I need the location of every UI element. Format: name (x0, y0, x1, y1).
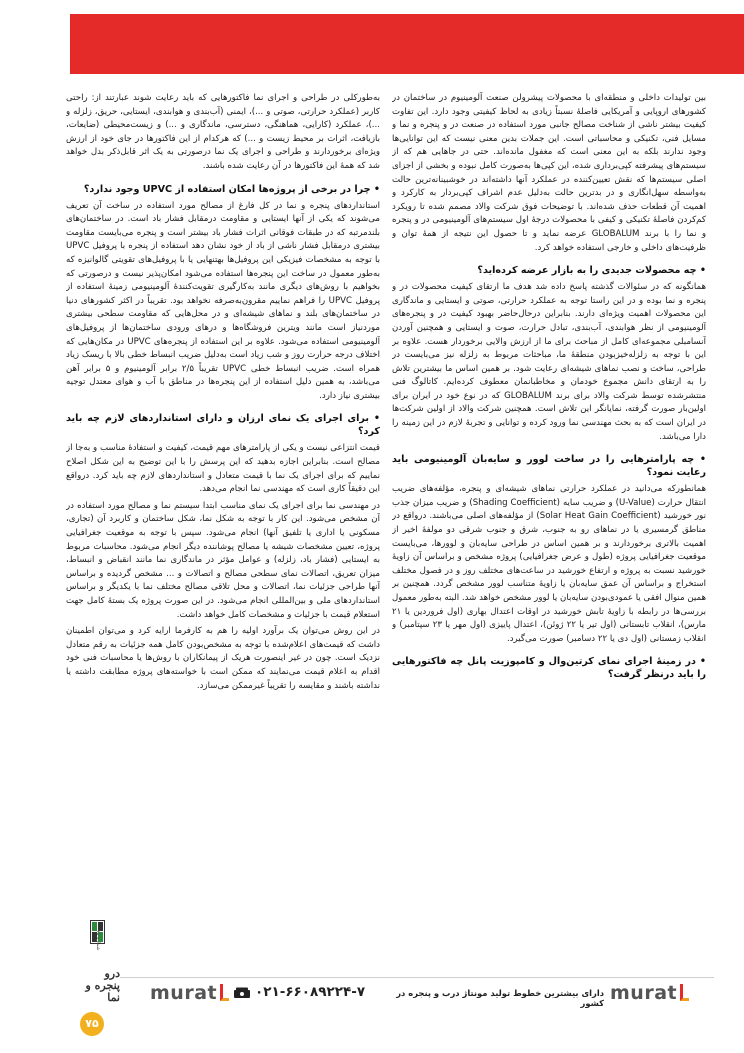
page-number: ۷۵ (80, 1012, 104, 1036)
answer-affordable-facade-1: قیمت انتزاعی نیست و یکی از پارامترهای مهم قیمت، کیفیت و استفادهٔ مناسب و به‌جا از مصالح است. بنابراین اجازه بدهید که این پرسش را با این توضیح به این شکل اصلاح نماییم که برای اجرای یک نما با قیمت متعادل و استانداردهای لازم چه باید کرد. درواقع این دقیقاً کاری است که مهندسی نما انجام می‌دهد. (66, 443, 380, 495)
footer-brand-logo-right (610, 982, 689, 1004)
brand-mark-icon (680, 984, 689, 1001)
footer-brand-logo-left (150, 982, 229, 1004)
answer-curtain-wall-factors: به‌طورکلی در طراحی و اجرای نما فاکتورهایی که باید رعایت شوند عبارتند از: راحتی کاربر (عملکرد حرارتی، صوتی و ...)، ایمنی (آب‌بندی و هوابندی، ایستایی، حریق، زلزله و ...)، عملکرد (کارایی، هماهنگی، دسترسی، ماندگاری و ...) و زیست‌محیطی (ضایعات، بازیافت، اثرات بر محیط زیست و ...) که هرکدام از این فاکتورها در جای خود از ارزش ویژه‌ای برخوردارند و طراحی و اجرای یک نما درصورتی به یک اثر قابل‌ذکر بدل خواهد شد که همهٔ این فاکتورها در آن رعایت شده باشند. (66, 93, 380, 171)
brand-name: murat (610, 982, 678, 1004)
question-affordable-facade: • برای اجرای یک نمای ارزان و دارای استانداردهای لازم چه باید کرد؟ (66, 413, 380, 438)
article-column-right (392, 92, 706, 942)
issue-label: شماره ۷۵ (95, 930, 101, 951)
brand-mark-icon (220, 984, 229, 1001)
question-curtain-wall-factors: • در زمینهٔ اجرای نمای کرتین‌وال و کامپوزیت پانل چه فاکتورهایی را باید درنظر گرفت؟ (392, 656, 706, 681)
question-louver-parameters: • چه پارامترهایی را در ساخت لوور و سایه‌بان آلومینیومی باید رعایت نمود؟ (392, 454, 706, 479)
question-upvc: • چرا در برخی از پروژه‌ها امکان استفاده از UPVC وجود ندارد؟ (83, 183, 380, 195)
footer-phone-number: ۰۲۱-۶۶۰۸۹۲۲۴-۷ (255, 984, 366, 1000)
answer-affordable-facade-2: در مهندسی نما برای اجرای یک نمای مناسب ابتدا سیستم نما و مصالح مورد استفاده در آن مشخص می‌شود. این کار با توجه به شکل نما، شکل ساختمان و کاربرد آن (تجاری، مسکونی یا اداری یا تلفیق آنها) انجام می‌شود. سپس با توجه به موقعیت جغرافیایی پروژه، تعیین مشخصات شیشه یا مصالح پوشاننده دیگر انجام می‌شود. محاسبات مربوط به ایستایی (فشار باد، زلزله) و عوامل مؤثر در ماندگاری نما مانند انقباض و انبساط، میزان تعریق، اتصالات نمای سطحی مصالح و اتصالات و ... مشخص گردیده و براساس آنها طراحی جزئیات نما، اتصالات و محل تلاقی مصالح مختلف نما با یکدیگر و براساس استانداردهای ملی و بین‌المللی انجام می‌شود. در این صورت پروژه یک بستهٔ کامل جهت استعلام قیمت با جزئیات و مشخصات کامل خواهد داشت. (66, 500, 380, 620)
question-new-products: • چه محصولات جدیدی را به بازار عرضه کرده‌اید؟ (477, 265, 706, 277)
answer-louver-parameters: همانطورکه می‌دانید در عملکرد حرارتی نماهای شیشه‌ای و پنجره، مؤلفه‌های ضریب انتقال حرارت (U-Value) و ضریب سایه (Shading Coefficient) و ضریب میزان جذب نور خورشید (Solar Heat Gain Coefficient) از مؤلفه‌های اصلی می‌باشند. درواقع در مناطق گرمسیری یا در نماهای رو به جنوب، شرق و جنوب شرقی دو مولفهٔ اخیر از اهمیت بالاتری برخوردارند و بر همین اساس در طراحی سایه‌بان و لوورها، می‌بایست موقعیت جغرافیایی پروژه (طول و عرض جغرافیایی) پروژه مشخص و براساس آن زاویهٔ خورشید نسبت به پروژه و ارتفاع خورشید در ساعت‌های مختلف روز و در فصول مختلف استخراج و براساس آن عمق سایه‌بان یا زاویهٔ متناسب لوور مشخص گردد. همچنین بر همین منوال افقی یا عمودی‌بودن سایه‌بان یا لوور مشخص خواهد شد. البته به‌طور معمول بررسی‌ها در رابطه با زاویهٔ تابش خورشید در اوقات اعتدال بهاری (اول فروردین یا ۲۱ مارس)، انقلاب تابستانی (اول تیر یا ۲۲ ژوئن)، اعتدال پاییزی (اول مهر یا ۲۳ سپتامبر) و انقلاب زمستانی (اول دی یا ۲۲ دسامبر) صورت می‌گیرد. (392, 484, 706, 644)
footer-tagline: دارای بیشترین خطوط تولید مونتاژ درب و پنجره در کشور (396, 988, 604, 1008)
header-banner (70, 14, 744, 74)
intro-paragraph: بین تولیدات داخلی و منطقه‌ای با محصولات پیشرولن صنعت آلومینیوم در ساختمان در کشورهای اروپایی و آمریکایی فاصلهٔ نسبتاً زیادی به لحاظ کیفیتی وجود دارد. این تفاوت کیفیت بیشتر ناشی از شناخت مصالح جانبی مورد استفاده در صنعت در و پنجره و نما و مسایل فنی، تکنیکی و محاسباتی است. این جملات بدین معنی نیست که این توانایی‌ها وجود ندارند بلکه به این معنی است که مغفول مانده‌اند. حتی در جاهایی هم که از سیستم‌های پیشرفته کپی‌برداری شده، این کپی‌ها به‌صورت کامل نبوده و بخشی از اجزای اصلی سیستم‌ها که نقش تعیین‌کننده در عملکرد آنها داشته‌اند در خوشبینانه‌ترین حالت به‌واسطه سهل‌انگاری و در بدترین حالت به‌دلیل عدم اشراف کپی‌بردار به کارکرد و اهمیت آن قطعات حذف شده‌اند. با توضیحات فوق شرکت والاد مصمم شده تا رویکرد کم‌کردن فاصلهٔ تکنیکی و کیفی با محصولات درجهٔ اول سیستم‌های آلومینیومی در و پنجره و نما را با برند GLOBALUM عرضه نماید و تا حصول این نتیجه از همهٔ توان و ظرفیت‌های داخلی و خارجی استفاده خواهد کرد. (392, 93, 706, 253)
magazine-logo: درو پنجره و نما (85, 967, 120, 1004)
phone-icon (233, 987, 251, 999)
footer-divider (120, 977, 714, 978)
answer-upvc: استانداردهای پنجره و نما در کل فارغ از مصالح مورد استفاده در ساخت آن تعریف می‌شوند که یکی از آنها ایستایی و مقاومت درمقابل فشار باد است. در ساختمان‌های بلندمرتبه که در طبقات فوقانی اثرات فشار باد بیشتر است و پنجره می‌بایست مقاومت بیشتری درمقابل فشار ناشی از باد از خود نشان دهد استفاده از پنجره با پروفیل UPVC با توجه به مشخصات فیزیکی این پروفیل‌ها بهتنهایی یا با پروفیل‌های تقویتی گالوانیزه که به‌طور معمول در ساخت این پنجره‌ها استفاده می‌شود امکان‌پذیر نیست و درصورتی که بخواهیم با روش‌های دیگری مانند به‌کارگیری تقویت‌کنندهٔ آلومینیومی زمینهٔ استفاده از پروفیل UPVC را فراهم نماییم مقرون‌به‌صرفه نخواهد بود. تقریباً در اکثر کشورهای دنیا در ساختمان‌های بلند و نماهای شیشه‌ای و در محل‌هایی که مقاومت سطحی بیشتری موردنیاز است مانند ویترین فروشگاه‌ها و درهای ورودی ساختمان‌ها از پروفیل‌های آلومینیومی استفاده می‌شود. علاوه بر این استفاده از پنجره‌های UPVC در مکان‌هایی که اختلاف درجه حرارت روز و شب زیاد است به‌دلیل ضریب انبساط خطی بالا با ریسک زیاد همراه است. ضریب انبساط خطی UPVC تقریباً ۲/۵ برابر آلومینیوم و ۵ برابر آهن می‌باشد، به همین دلیل استفاده از این پنجره‌ها در مناطق با آب و هوای معتدل توجیه بیشتری نیاز دارد. (66, 200, 380, 401)
brand-name: murat (150, 982, 218, 1004)
article-column-left (66, 92, 380, 942)
answer-new-products: همانگونه که در سئوالات گذشته پاسخ داده شد هدف ما ارتقای کیفیت محصولات در و پنجره و نما بوده و در این راستا توجه به عملکرد حرارتی، صوتی و ایستایی و ماندگاری این محصولات اهمیت ویژه‌ای دارند. بنابراین درحال‌حاضر بهبود کیفیت در و پنجره‌های آلومینیومی از نظر هوابندی، آب‌بندی، تبادل حرارت، صوت و ایستایی و همچنین آوردن آنسامبلی مجموعه‌ای کامل از مباحث برای ما از ارزش والایی برخوردار هست. علاوه بر این با توجه به زلزله‌خیزبودن منطقهٔ ما، مباحثات مربوط به زلزله نیز می‌بایست در طراحی، ساخت و نصب نماهای شیشه‌ای رعایت شود. بر همین اساس ما بیشترین تلاش را به ارتقای دانش مجموع خودمان و مخاطبانمان معطوف کرده‌ایم. کاتالوگ فنی منتشرشده توسط شرکت والاد برای برند GLOBALUM که در نوع خود در ایران برای اولین‌بار صورت گرفته، نمایانگر این تلاش است. همچنین شرکت والاد از اولین شرکت‌ها در ایران است که به بحث مهندسی نما ورود کرده و توانایی و تجربهٔ لازم در این زمینه را دارا می‌باشد. (392, 282, 706, 442)
answer-affordable-facade-3: در این روش می‌توان یک برآورد اولیه را هم به کارفرما ارایه کرد و می‌توان اطمینان داشت که قیمت‌های اعلام‌شده با توجه به مشخص‌بودن کامل همه جزئیات به رقم متعادل نزدیک است. چون در غیر اینصورت هریک از پیمانکاران با روش‌ها یا محاسبات فنی خود اقدام به اعلام قیمت می‌نمایند که ممکن است با خواسته‌های پروژه مطابقت داشته یا نداشته باشند و مقایسه را تقریباً غیرممکن می‌سازد. (66, 626, 380, 691)
